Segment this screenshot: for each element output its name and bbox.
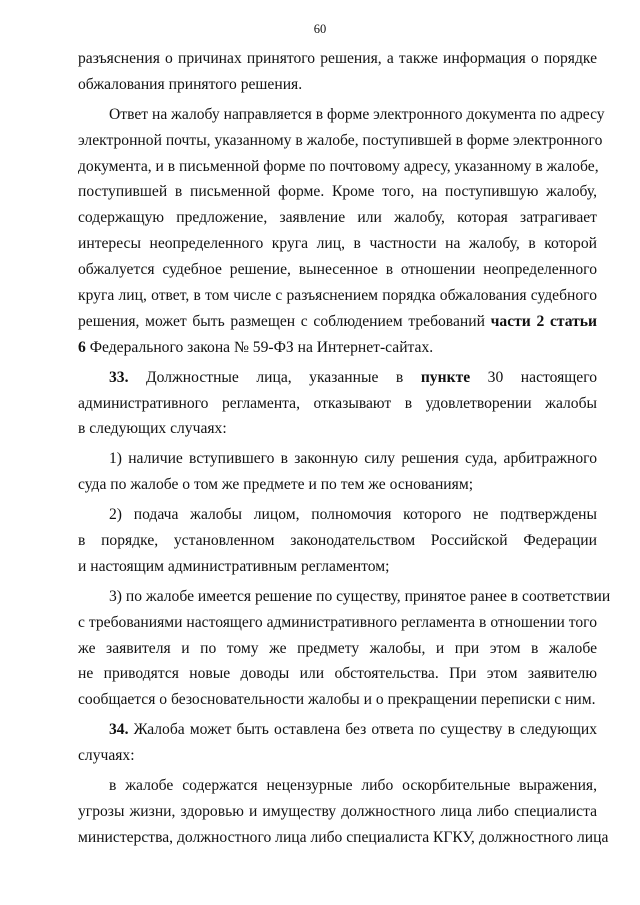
- text-line: в порядке, установленном законодательством Российской Федерации: [78, 532, 597, 550]
- text-line: интересы неопределенного круга лиц, в частности на жалобу, в которой: [78, 235, 597, 253]
- text-line: 3) по жалобе имеется решение по существу, принятое ранее в соответствии: [109, 587, 611, 605]
- text-line: 34. Жалоба может быть оставлена без ответа по существу в следующих: [109, 721, 597, 739]
- text-line: обжалуется судебное решение, вынесенное в отношении неопределенного: [78, 261, 597, 279]
- text-line: 6 Федерального закона № 59-ФЗ на Интернет-сайтах.: [78, 338, 434, 356]
- text-line: сообщается о безосновательности жалобы и о прекращении переписки с ним.: [78, 691, 596, 709]
- text-line: 33. Должностные лица, указанные в пункте 30 настоящего: [109, 368, 598, 386]
- page-number: 60: [313, 22, 327, 36]
- text-line: в жалобе содержатся нецензурные либо оскорбительные выражения,: [109, 777, 597, 795]
- text-line: и настоящим административным регламентом;: [78, 557, 390, 575]
- bold-reference: части 2 статьи: [490, 312, 597, 330]
- text-line: 1) наличие вступившего в законную силу решения суда, арбитражного: [109, 450, 597, 468]
- text-line: не приводятся новые доводы или обстоятельства. При этом заявителю: [78, 665, 597, 683]
- section-number: 33.: [109, 368, 129, 386]
- text-line: поступившей в письменной форме. Кроме того, на поступившую жалобу,: [78, 183, 597, 201]
- text-line: документа, и в письменной форме по почтовому адресу, указанному в жалобе,: [78, 157, 599, 175]
- text-line: решения, может быть размещен с соблюдением требований части 2 статьи: [78, 312, 597, 330]
- text-line: в следующих случаях:: [78, 420, 227, 438]
- text-line: разъяснения о причинах принятого решения, а также информация о порядке: [78, 50, 597, 67]
- text-line: 2) подача жалобы лицом, полномочия которого не подтверждены: [109, 506, 597, 524]
- bold-reference: пункте: [420, 368, 471, 386]
- text-line: Ответ на жалобу направляется в форме электронного документа по адресу: [109, 105, 605, 123]
- text-line: же заявителя и по тому же предмету жалобы, и при этом в жалобе: [78, 639, 597, 657]
- text-line: содержащую предложение, заявление или жалобу, которая затрагивает: [78, 209, 597, 227]
- text-line: с требованиями настоящего административного регламента в отношении того: [78, 613, 597, 631]
- text-line: суда по жалобе о том же предмете и по тем же основаниям;: [78, 476, 474, 494]
- document-body: [78, 46, 611, 851]
- text-line: круга лиц, ответ, в том числе с разъяснением порядка обжалования судебного: [78, 287, 597, 305]
- section-number: 34.: [109, 721, 129, 739]
- text-line: административного регламента, отказывают в удовлетворении жалобы: [78, 394, 597, 412]
- text-line: обжалования принятого решения.: [78, 75, 303, 93]
- text-line: угрозы жизни, здоровью и имуществу должностного лица либо специалиста: [78, 802, 597, 820]
- bold-reference: 6: [78, 338, 86, 356]
- text-line: случаях:: [78, 747, 135, 765]
- text-line: министерства, должностного лица либо специалиста КГКУ, должностного лица: [78, 828, 609, 846]
- text-line: электронной почты, указанному в жалобе, поступившей в форме электронного: [78, 131, 603, 149]
